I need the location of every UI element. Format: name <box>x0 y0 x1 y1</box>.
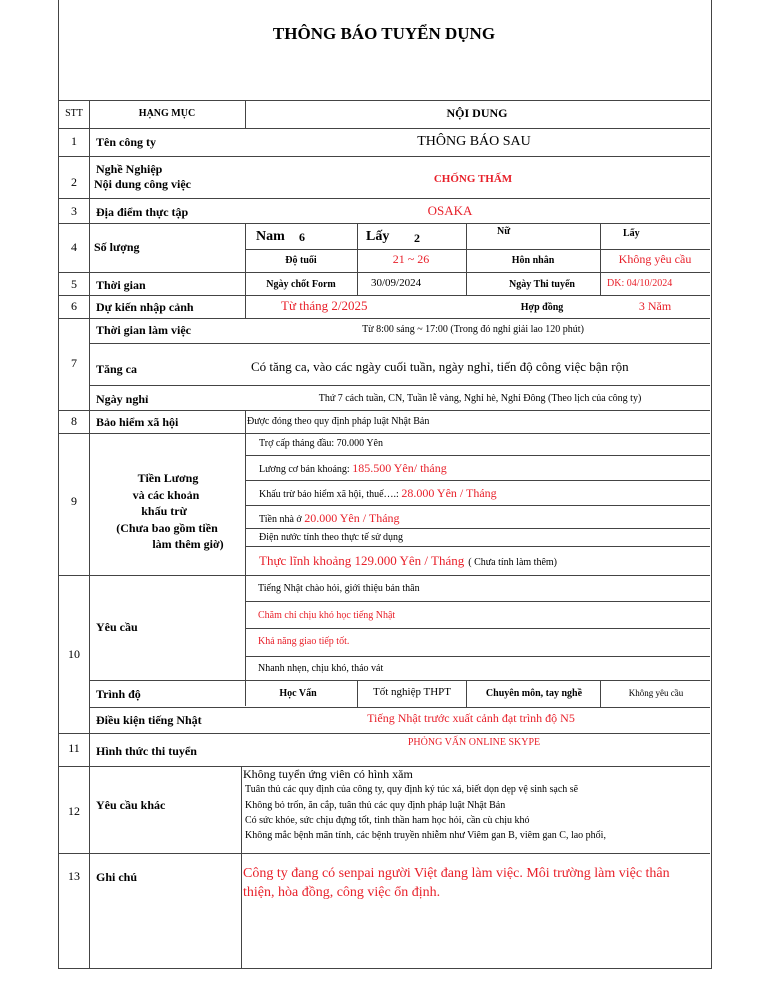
row-number: 8 <box>71 414 77 428</box>
other-requirement-line: Không bỏ trốn, ăn cắp, tuân thủ các quy định pháp luật Nhật Bản <box>245 800 506 811</box>
header-content: NỘI DUNG <box>446 106 508 120</box>
dayoff-value: Thứ 7 cách tuần, CN, Tuần lễ vàng, Nghỉ hè, Nghỉ Đông (Theo lịch của công ty) <box>318 393 642 404</box>
row-number: 6 <box>71 299 77 313</box>
grid-line <box>245 628 710 629</box>
grid-line <box>58 156 710 157</box>
deadline-label: Ngày chốt Form <box>266 279 336 290</box>
allowance-value: Trợ cấp tháng đầu: 70.000 Yên <box>259 438 383 449</box>
net-salary-value: Thực lĩnh khoảng 129.000 Yên / Tháng <box>259 553 465 568</box>
exam-value: DK: 04/10/2024 <box>607 278 673 289</box>
grid-line <box>245 601 710 602</box>
male-label: Nam <box>256 229 285 244</box>
other-requirement-line: Không tuyển ứng viên có hình xăm <box>243 767 413 781</box>
other-requirement-line: Không mắc bệnh mãn tính, các bệnh truyền nhiễm như Viêm gan B, viêm gan C, lao phổi, <box>245 830 606 841</box>
contract-value: 3 Năm <box>638 299 672 313</box>
row-number: 2 <box>71 175 77 189</box>
utilities-value: Điện nước tính theo thực tế sử dụng <box>259 532 404 543</box>
hours-value: Từ 8:00 sáng ~ 17:00 (Trong đó nghỉ giải lao 120 phút) <box>362 324 584 335</box>
row-number: 12 <box>68 804 80 818</box>
job-label: Nghề Nghiệp <box>96 162 163 176</box>
header-item: HẠNG MỤC <box>138 108 196 119</box>
marital-label: Hôn nhân <box>511 255 555 266</box>
notes-value: Công ty đang có senpai người Việt đang làm việc. Môi trường làm việc thân thiện, hòa đồng, công việc ổn định. <box>243 866 670 900</box>
grid-line <box>245 528 710 529</box>
grid-line <box>357 223 358 295</box>
grid-line <box>58 198 710 199</box>
grid-line <box>89 385 710 386</box>
deduction-value: 28.000 Yên / Tháng <box>401 486 497 500</box>
grid-line <box>89 100 90 968</box>
age-value: 21 ~ 26 <box>392 252 430 266</box>
dayoff-label: Ngày nghỉ <box>96 392 149 406</box>
grid-line <box>89 680 710 681</box>
salary-label-5: làm thêm giờ) <box>152 537 224 551</box>
deadline-value: 30/09/2024 <box>371 277 422 289</box>
grid-line <box>245 656 710 657</box>
hours-label: Thời gian làm việc <box>96 323 191 337</box>
skill-label: Chuyên môn, tay nghề <box>485 688 583 699</box>
job-content-label: Nội dung công việc <box>94 177 192 191</box>
grid-line <box>89 707 710 708</box>
marital-value: Không yêu cầu <box>618 252 692 266</box>
age-label: Độ tuổi <box>285 255 317 266</box>
female-take-label: Lấy <box>623 228 640 239</box>
overtime-label: Tăng ca <box>96 362 138 376</box>
salary-label: Tiền Lương <box>137 471 199 485</box>
location-value: OSAKA <box>427 203 473 218</box>
grid-line <box>58 272 710 273</box>
grid-line <box>466 223 467 295</box>
salary-label-3: khấu trừ <box>141 504 187 518</box>
row-number: 11 <box>68 741 80 755</box>
other-requirement-line: Tuân thủ các quy định của công ty, quy định ký túc xá, biết dọn dẹp vệ sinh sạch sẽ <box>245 784 579 795</box>
grid-line <box>89 343 710 344</box>
row-number: 13 <box>68 869 80 883</box>
overtime-value: Có tăng ca, vào các ngày cuối tuần, ngày nghỉ, tiến độ công việc bận rộn <box>251 359 629 374</box>
japanese-label: Điều kiện tiếng Nhật <box>96 713 202 727</box>
insurance-label: Bảo hiểm xã hội <box>96 415 179 429</box>
grid-line <box>245 546 710 547</box>
exam-label: Ngày Thi tuyển <box>509 279 575 290</box>
grid-line <box>58 295 710 296</box>
grid-line <box>58 223 710 224</box>
grid-line <box>245 223 246 318</box>
net-salary-line <box>259 552 557 570</box>
housing-prefix: Tiền nhà ở <box>259 514 305 525</box>
company-value: THÔNG BÁO SAU <box>417 134 531 149</box>
japanese-value: Tiếng Nhật trước xuất cảnh đạt trình độ N5 <box>367 711 575 725</box>
other-requirement-line: Có sức khỏe, sức chịu đựng tốt, tinh thần ham học hỏi, cần cù chịu khó <box>245 815 530 826</box>
exam-form-value: PHỎNG VẤN ONLINE SKYPE <box>407 737 541 748</box>
exam-form-label: Hình thức thi tuyển <box>96 744 197 758</box>
requirement-item: Chăm chỉ chịu khó học tiếng Nhật <box>258 610 396 621</box>
entry-value: Từ tháng 2/2025 <box>281 298 368 313</box>
grid-line <box>245 480 710 481</box>
notes-label: Ghi chú <box>96 870 138 884</box>
grid-line <box>600 680 601 707</box>
male-take: 2 <box>414 231 420 245</box>
row-number: 4 <box>71 240 77 254</box>
grid-line <box>245 505 710 506</box>
grid-line <box>245 410 246 706</box>
requirement-item: Tiếng Nhật chào hỏi, giới thiệu bản thân <box>258 583 420 594</box>
grid-line <box>241 766 242 968</box>
grid-line <box>58 318 710 319</box>
company-label: Tên công ty <box>96 135 156 149</box>
row-number: 1 <box>71 134 77 148</box>
grid-line <box>58 433 710 434</box>
requirement-item: Khả năng giao tiếp tốt. <box>258 636 350 647</box>
grid-line <box>245 249 710 250</box>
insurance-value: Được đóng theo quy định pháp luật Nhật Bản <box>247 416 430 427</box>
row-number: 3 <box>71 204 77 218</box>
deduction-prefix: Khấu trừ bảo hiểm xã hội, thuế….: <box>259 489 402 500</box>
header-stt: STT <box>65 108 83 119</box>
row-number: 9 <box>71 494 77 508</box>
salary-label-2: và các khoản <box>132 488 200 502</box>
grid-line <box>245 100 246 128</box>
deduction-line <box>259 484 497 502</box>
requirements-label: Yêu cầu <box>96 620 138 634</box>
grid-line <box>58 853 710 854</box>
row-number: 7 <box>71 356 77 370</box>
housing-line <box>259 509 400 527</box>
male-take-label: Lấy <box>366 229 390 244</box>
grid-line <box>357 680 358 707</box>
grid-line <box>466 680 467 707</box>
female-label: Nữ <box>497 226 511 237</box>
contract-label: Hợp đồng <box>520 302 564 313</box>
housing-value: 20.000 Yên / Tháng <box>304 511 400 525</box>
grid-line <box>245 455 710 456</box>
row-number: 5 <box>71 277 77 291</box>
education-value: Tốt nghiệp THPT <box>372 686 452 698</box>
grid-line <box>58 100 710 101</box>
salary-label-4: (Chưa bao gồm tiền <box>116 521 218 535</box>
grid-line <box>58 128 710 129</box>
time-label: Thời gian <box>96 278 146 292</box>
base-salary-value: 185.500 Yên/ tháng <box>352 461 447 475</box>
requirement-item: Nhanh nhẹn, chịu khó, tháo vát <box>258 663 384 674</box>
job-value: CHỐNG THẤM <box>433 173 513 185</box>
row-number: 10 <box>68 647 80 661</box>
location-label: Địa điểm thực tập <box>96 205 189 219</box>
education-label: Học Vấn <box>279 688 317 699</box>
level-label: Trình độ <box>96 687 141 701</box>
male-count: 6 <box>299 230 305 244</box>
skill-value: Không yêu cầu <box>628 688 684 698</box>
page-title: THÔNG BÁO TUYỂN DỤNG <box>272 24 496 43</box>
grid-line <box>58 410 710 411</box>
quantity-label: Số lượng <box>94 240 140 254</box>
base-salary-prefix: Lương cơ bản khoảng: <box>259 464 353 475</box>
other-requirements-label: Yêu cầu khác <box>96 798 166 812</box>
grid-line <box>58 733 710 734</box>
net-salary-suffix: ( Chưa tính làm thêm) <box>468 557 558 568</box>
grid-line <box>58 575 710 576</box>
base-salary-line <box>259 459 447 477</box>
grid-line <box>600 223 601 295</box>
entry-label: Dự kiến nhập cảnh <box>96 300 194 314</box>
